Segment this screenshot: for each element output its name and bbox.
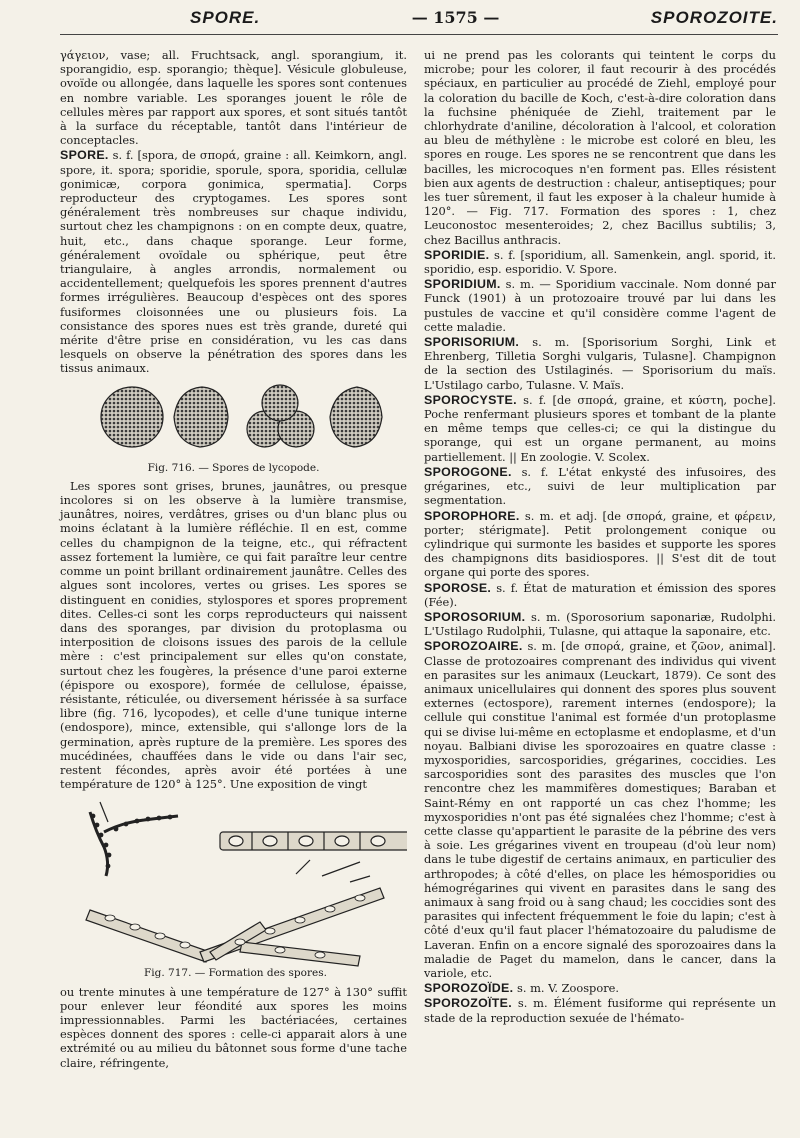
entry-sporozoaire: [424, 639, 776, 980]
entry-text: s. m. (Sporosorium saponariæ, Rudolphi. L'Ustilago Rudolphii, Tulasne, qui attaque la saponaire, etc.: [424, 609, 776, 639]
bacillus-subtilis-rod: [220, 832, 407, 850]
entry-text: s. m. et adj. [de σπορά, graine, et φέρειν, porter; stérigmate]. Petit prolongement conique ou cylindrique qui surmonte les basides et supporte les spores des champignons dits basidiospores. || S'est dit de tout organe qui porte des spores.: [424, 508, 776, 580]
entry-headword: SPOROZOÏTE.: [424, 996, 512, 1011]
entry-sporisorium: [424, 335, 776, 392]
spore-4: [330, 387, 382, 447]
sporange-continuation: γάγειον, vase; all. Fruchtsack, angl. sporangium, it. sporangidio, esp. sporangio; thèque]. Vésicule globuleuse, ovoïde ou allongée, dans laquelle les spores sont contenues en nombre variable. Les sporanges jouent le rôle de cellules mères par rapport aux spores, et sont situés tantôt à la surface du réceptable, tantôt dans l'intérieur de conceptacles.: [60, 48, 407, 148]
entry-text: s. f. [spora, de σπορά, graine : all. Keimkorn, angl. spore, it. spora; sporidie, sporule, spora, sporidia, cellulæ gonimicæ, corpora gonimica, spermatia]. Corps reproducteur des cryptogames. Les spores sont généralement très nombreuses sur chaque individu, surtout chez les champignons : on en compte deux, quatre, huit, etc., dans chaque sporange. Leur forme, généralement ovoïdale ou sphérique, peut être triangulaire, à angles arrondis, normalement ou accidentellement; quelquefois les spores prennent d'autres formes irrégulières. Beaucoup d'espèces ont des spores fusiformes cloisonnées une ou plusieurs fois. La consistance des spores nues est très grande, dureté qui mérite d'être prise en considération, vu les cas dans lesquels on observe la pénétration des spores dans les tissus animaux.: [60, 148, 407, 376]
spore-paragraph-2: Les spores sont grises, brunes, jaunâtres, ou presque incolores si on les observe à la lumière transmise, jaunâtres, noires, verdâtres, grises ou d'un blanc plus ou moins éclatant à la lumière réfléchie. Il en est, comme celles du champignon de la teigne, etc., qui réfractent assez fortement la lumière, ce qui fait paraître leur centre comme un point brillant ordinairement jaunâtre. Celles des algues sont incolores, vertes ou grises. Les spores se distinguent en conidies, stylospores et spores proprement dites. Celles-ci sont les corps reproducteurs qui naissent dans des sporanges, par division du protoplasma ou interposition de cloisons issues des parois de la cellule mère : c'est principalement sur elles qu'on constate, surtout chez les fougères, la présence d'une paroi externe (épispore ou exospore), formée de cellulose, épaisse, résistante, réticulée, ou diversement hérissée à sa surface libre (fig. 716, lycopodes), et celle d'une tunique interne (endospore), mince, extensible, qui s'allonge lors de la germination, après rupture de la première. Les spores des mucédinées, chauffées dans le vide ou dans l'air sec, restent fécondes, après avoir été portées à une température de 120° à 125°. Une exposition de vingt: [60, 478, 407, 792]
bead-chain-leuconostoc: [90, 802, 178, 876]
entry-sporose: [424, 581, 776, 609]
entry-text: s. m. Élément fusiforme qui représente un stade de la reproduction sexuée de l'hémato-: [424, 996, 776, 1025]
entry-headword: SPORIDIUM.: [424, 277, 501, 292]
header-left-word: SPORE.: [190, 8, 261, 27]
spore-continuation: ui ne prend pas les colorants qui teintent le corps du microbe; pour les colorer, il faut recourir à des procédés spéciaux, en particulier au procédé de Ziehl, employé pour la coloration du bacille de Koch, c'est-à-dire coloration dans la fuchsine phéniquée de Ziehl, traitement par le chlorhydrate d'aniline, décoloration à l'alcool, et coloration au bleu de méthylène : le microbe est coloré en bleu, les spores en rouge. Les spores ne se rencontrent que dans les bacilles, les microcoques n'en forment pas. Elles résistent bien aux agents de destruction : chaleur, antiseptiques; pour les tuer sûrement, il faut les exposer à la chaleur humide à 120°. — Fig. 717. Formation des spores : 1, chez Leuconostoc mesenteroides; 2, chez Bacillus subtilis; 3, chez Bacillus anthracis.: [424, 48, 776, 247]
entry-text: s. m. V. Zoospore.: [513, 981, 620, 996]
left-column: [60, 48, 407, 1130]
entry-spore: [60, 148, 407, 375]
right-column: [424, 48, 776, 1130]
entry-sporosorium: [424, 610, 776, 638]
entry-headword: SPORIDIE.: [424, 247, 490, 262]
spore-2: [174, 387, 228, 447]
entry-text: s. m. [Sporisorium Sorghi, Link et Ehrenberg, Tilletia Sorghi vulgaris, Tulasne]. Champignon de la section des Ustilaginés. — Sporisorium du maïs. L'Ustilago carbo, Tulasne. V. Maïs.: [424, 335, 776, 392]
entry-sporophore: [424, 509, 776, 580]
spore-paragraph-3: ou trente minutes à une température de 127° à 130° suffit pour enlever leur féondité aux spores les moins impressionnables. Parmi les bactériacées, certaines espèces donnent des spores : celle-ci apparait alors à une extrémité ou au milieu du bâtonnet sous forme d'une tache claire, réfringente,: [60, 984, 407, 1070]
small-rods: [296, 860, 370, 882]
entry-text: s. m. [de σπορά, graine, et ζῶον, animal]. Classe de protozoaires comprenant des individus qui vivent en parasites sur les animaux (Leuckart, 1879). Ce sont des animaux unicellulaires qui donnent des spores plus souvent externes (ectospore), rarement internes (endospore); la cellule qui constitue l'animal est formée d'un protoplasme qui se divise lui-même en ectoplasme et endoplasme, et d'un noyau. Balbiani divise les sporozoaires en quatre classe : myxosporidies, sarcosporidies, grégarines, coccidies. Les sarcosporidies sont des parasites des muscles que l'on rencontre chez les mammifères domestiques; Baraban et Saint-Rémy en ont rapporté un cas chez l'homme; les myxosporidies n'ont pas été signalées chez l'homme; c'est à cette classe qu'appartient le parasite de la pébrine des vers à soie. Les grégarines vivent en troupeau (d'où leur nom) dans le tube digestif de certains animaux, en particulier des arthropodes; à côté d'elles, on place les hémosporidies ou hémogrégarines qui vivent en parasites dans le sang des animaux à sang froid ou à sang chaud; les coccidies sont des parasites qui infectent fréquemment le foie du lapin; c'est à côté d'eux qu'il faut placer l'hématozoaire du paludisme de Laveran. Enfin on a encore signalé des sporozoaires dans la maladie de Paget du mamelon, dans le cancer, dans la variole, etc.: [424, 639, 776, 980]
spore-formation-illustration: [60, 792, 407, 972]
entry-headword: SPOROZOAIRE.: [424, 639, 523, 654]
entry-text: s. f. [de σπορά, graine, et κύστη, poche]. Poche renfermant plusieurs spores et tombant de la plante en même temps que celles-ci; ce qui la distingue du sporange, qui est un organe permanent, au moins partiellement. || En zoologie. V. Scolex.: [424, 392, 776, 464]
entry-headword: SPORISORIUM.: [424, 335, 520, 350]
entry-text: s. m. — Sporidium vaccinale. Nom donné par Funck (1901) à un protozoaire trouvé par lui dans les pustules de vaccine et qu'il considère comme l'agent de cette maladie.: [424, 277, 776, 334]
entry-sporocyste: [424, 393, 776, 464]
page-header: [60, 8, 778, 42]
figure-716: [60, 377, 407, 475]
entry-headword: SPORE.: [60, 148, 109, 163]
figure-717-caption: Fig. 717. — Formation des spores.: [144, 967, 327, 980]
header-rule: [60, 34, 778, 35]
entry-text: s. f. État de maturation et émission des spores (Fée).: [424, 580, 776, 609]
entry-headword: SPOROGONE.: [424, 464, 512, 479]
entry-headword: SPOROZOÏDE.: [424, 981, 514, 996]
entry-headword: SPOROCYSTE.: [424, 392, 517, 407]
entry-sporidium: [424, 277, 776, 334]
spore-1: [101, 387, 163, 447]
entry-text: s. f. L'état enkysté des infusoires, des grégarines, etc., suivi de leur multiplication par segmentation.: [424, 464, 776, 508]
page-number: — 1575 —: [411, 8, 500, 27]
entry-sporidie: [424, 248, 776, 276]
entry-headword: SPOROSORIUM.: [424, 609, 526, 624]
entry-sporozoide: [424, 981, 776, 995]
entry-headword: SPOROSE.: [424, 580, 492, 595]
entry-text: s. f. [sporidium, all. Samenkein, angl. sporid, it. sporidio, esp. esporidio. V. Spore.: [424, 247, 776, 277]
lycopode-spores-illustration: [60, 377, 407, 459]
figure-716-caption: Fig. 716. — Spores de lycopode.: [147, 461, 320, 474]
spore-3c: [262, 385, 298, 421]
entry-sporogone: [424, 465, 776, 508]
entry-sporozoite: [424, 996, 776, 1024]
header-right-word: SPOROZOITE.: [650, 8, 778, 27]
entry-headword: SPOROPHORE.: [424, 508, 520, 523]
figure-717: [60, 792, 407, 980]
